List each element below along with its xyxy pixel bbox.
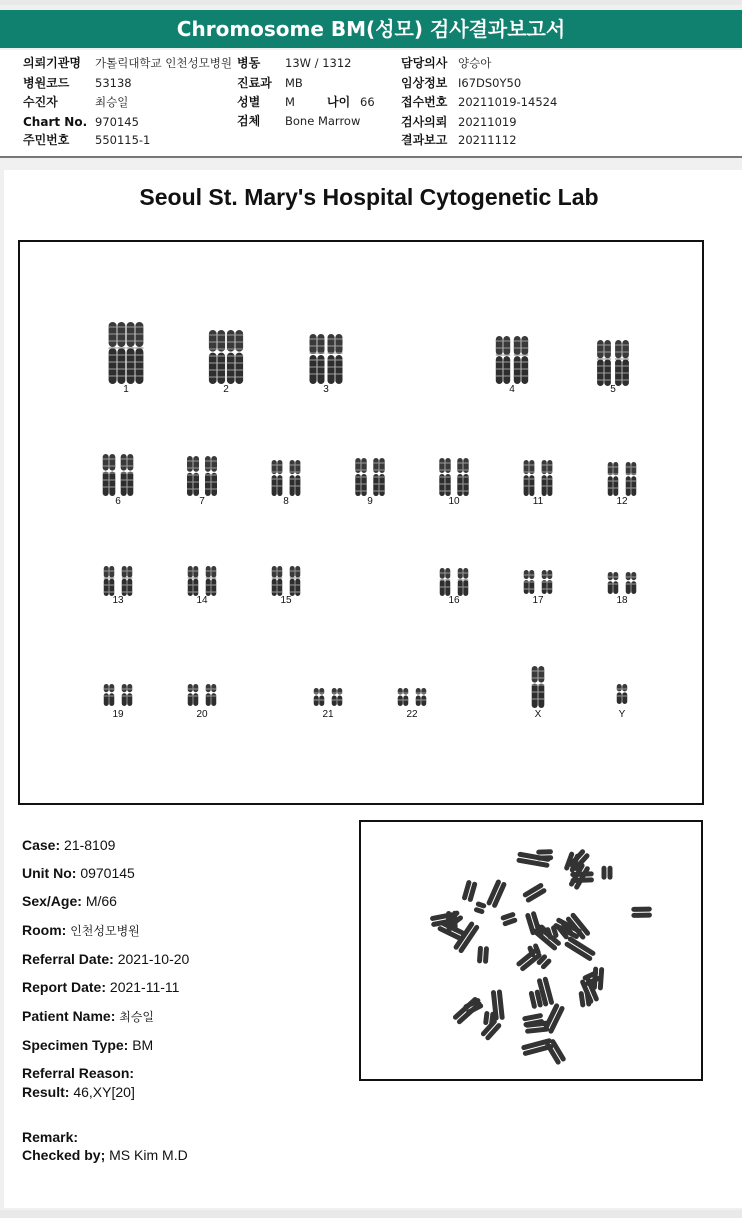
report-title: Chromosome BM(성모) 검사결과보고서: [0, 10, 742, 48]
resident-label: 주민번호: [23, 133, 70, 147]
chromosome-9: [345, 456, 395, 498]
patient-name-value: 최승일: [119, 1010, 155, 1024]
chromosome-14: [177, 564, 227, 598]
metaphase-chromosome: [500, 911, 518, 926]
metaphase-chromosome: [486, 879, 507, 909]
chromosome-label-1: 1: [123, 384, 129, 395]
metaphase-chromosome: [564, 936, 597, 962]
remark-field: Remark:: [22, 1129, 79, 1145]
sex-label: 성별: [237, 95, 261, 109]
patient-label: 수진자: [23, 95, 58, 109]
chromosome-20: [177, 682, 227, 708]
referral-reason-field: Referral Reason:: [22, 1065, 135, 1081]
sexage-field: Sex/Age: M/66: [22, 893, 117, 909]
chromosome-4: [487, 334, 537, 386]
chromosome-6: [93, 452, 143, 498]
top-divider: [0, 0, 742, 5]
chromosome-label-16: 16: [448, 595, 460, 606]
chromosome-8: [261, 458, 311, 498]
lab-title: Seoul St. Mary's Hospital Cytogenetic Lab: [139, 184, 599, 210]
case-value: 21-8109: [64, 837, 116, 853]
doctor-value: 양승아: [458, 56, 492, 70]
chromosome-label-21: 21: [322, 709, 334, 720]
referral-date-value: 2021-10-20: [117, 951, 190, 967]
chromosome-label-3: 3: [323, 384, 329, 395]
room-field: Room: 인천성모병원: [22, 922, 140, 938]
sexage-value: M/66: [85, 893, 117, 909]
ward-label: 병동: [237, 56, 261, 70]
chart-label: Chart No.: [23, 115, 88, 129]
chromosome-label-Y: Y: [618, 709, 626, 720]
chromosome-22: [387, 686, 437, 708]
specimen-type-field: Specimen Type: BM: [22, 1037, 154, 1053]
specimen-value: Bone Marrow: [285, 114, 361, 128]
karyotype-report: [4, 170, 742, 1208]
chromosome-label-6: 6: [115, 496, 121, 507]
chromosome-label-14: 14: [196, 595, 208, 606]
chromosome-label-4: 4: [509, 384, 515, 395]
metaphase-chromosome: [631, 907, 652, 918]
clinical-value: I67DS0Y50: [458, 76, 522, 90]
patient-value: 최승일: [95, 95, 129, 109]
doctor-label: 담당의사: [401, 56, 448, 70]
report-date-value: 2021-11-11: [109, 979, 180, 995]
institution-value: 가톨릭대학교 인천성모병원: [95, 56, 232, 70]
room-value: 인천성모병원: [70, 924, 140, 938]
chromosome-15: [261, 564, 311, 598]
age-label: 나이: [327, 95, 351, 109]
report-value: 20211112: [458, 133, 517, 147]
metaphase-chromosome: [522, 882, 547, 903]
chromosome-label-20: 20: [196, 709, 208, 720]
chromosome-label-15: 15: [280, 595, 292, 606]
hospital-code-value: 53138: [95, 76, 132, 90]
metaphase-chromosome: [602, 866, 613, 880]
institution-label: 의뢰기관명: [23, 56, 81, 70]
metaphase-chromosome: [461, 879, 477, 902]
chromosome-label-7: 7: [199, 496, 205, 507]
request-label: 검사의뢰: [401, 115, 448, 129]
chromosome-label-12: 12: [616, 496, 628, 507]
metaphase-chromosome: [477, 946, 489, 964]
specimen-label: 검체: [237, 114, 261, 128]
chromosome-18: [597, 570, 647, 596]
chromosome-2: [201, 328, 251, 386]
chromosome-3: [301, 332, 351, 386]
chromosome-17: [513, 568, 563, 596]
chromosome-label-X: X: [534, 709, 542, 720]
resident-value: 550115-1: [95, 133, 151, 147]
chromosome-label-8: 8: [283, 496, 289, 507]
specimen-type-value: BM: [132, 1037, 154, 1053]
unit-field: Unit No: 0970145: [22, 865, 135, 881]
chromosome-label-19: 19: [112, 709, 124, 720]
referral-date-field: Referral Date: 2021-10-20: [22, 951, 190, 967]
receipt-value: 20211019-14524: [458, 95, 558, 109]
chromosome-12: [597, 460, 647, 498]
chromosome-10: [429, 456, 479, 498]
chromosome-1: [101, 320, 151, 386]
chromosome-X: [513, 664, 563, 710]
request-value: 20211019: [458, 115, 517, 129]
chromosome-7: [177, 454, 227, 498]
metaphase-spread: [361, 822, 701, 1079]
chromosome-Y: [597, 682, 647, 706]
receipt-label: 접수번호: [401, 95, 448, 109]
chromosome-label-5: 5: [610, 384, 616, 395]
report-label: 결과보고: [401, 133, 448, 147]
age-value: 66: [360, 95, 375, 109]
chromosome-5: [588, 338, 638, 388]
metaphase-chromosome: [542, 1003, 565, 1035]
chromosome-label-9: 9: [367, 496, 373, 507]
chromosome-16: [429, 566, 479, 598]
patient-info-panel: [0, 50, 742, 158]
chromosome-label-11: 11: [532, 496, 544, 507]
checked-field: Checked by; MS Kim M.D: [22, 1147, 188, 1163]
unit-value: 0970145: [80, 865, 135, 881]
ward-value: 13W / 1312: [285, 56, 352, 70]
result-field: Result: 46,XY[20]: [22, 1084, 135, 1100]
report-date-field: Report Date: 2021-11-11: [22, 979, 180, 995]
metaphase-chromosome: [473, 901, 487, 915]
chromosome-label-22: 22: [406, 709, 418, 720]
patient-name-field: Patient Name: 최승일: [22, 1008, 155, 1024]
chromosome-label-17: 17: [532, 595, 544, 606]
clinical-label: 임상정보: [401, 76, 448, 90]
chromosome-11: [513, 458, 563, 498]
sex-value: M: [285, 95, 295, 109]
chromosome-label-13: 13: [112, 595, 124, 606]
chart-value: 970145: [95, 115, 139, 129]
chromosome-label-18: 18: [616, 595, 628, 606]
metaphase-chromosome: [483, 1011, 496, 1026]
hospital-code-label: 병원코드: [23, 76, 70, 90]
chromosome-19: [93, 682, 143, 708]
case-field: Case: 21-8109: [22, 837, 116, 853]
chromosome-label-10: 10: [448, 496, 460, 507]
result-value: 46,XY[20]: [73, 1084, 135, 1100]
bottom-divider: [0, 1210, 742, 1218]
chromosome-13: [93, 564, 143, 598]
metaphase-chromosome: [544, 1038, 566, 1065]
metaphase-image: [359, 820, 703, 1081]
chromosome-label-2: 2: [223, 384, 229, 395]
dept-label: 진료과: [237, 76, 272, 90]
checked-value: MS Kim M.D: [109, 1147, 188, 1163]
dept-value: MB: [285, 76, 303, 90]
karyogram: [18, 240, 704, 805]
chromosome-21: [303, 686, 353, 708]
